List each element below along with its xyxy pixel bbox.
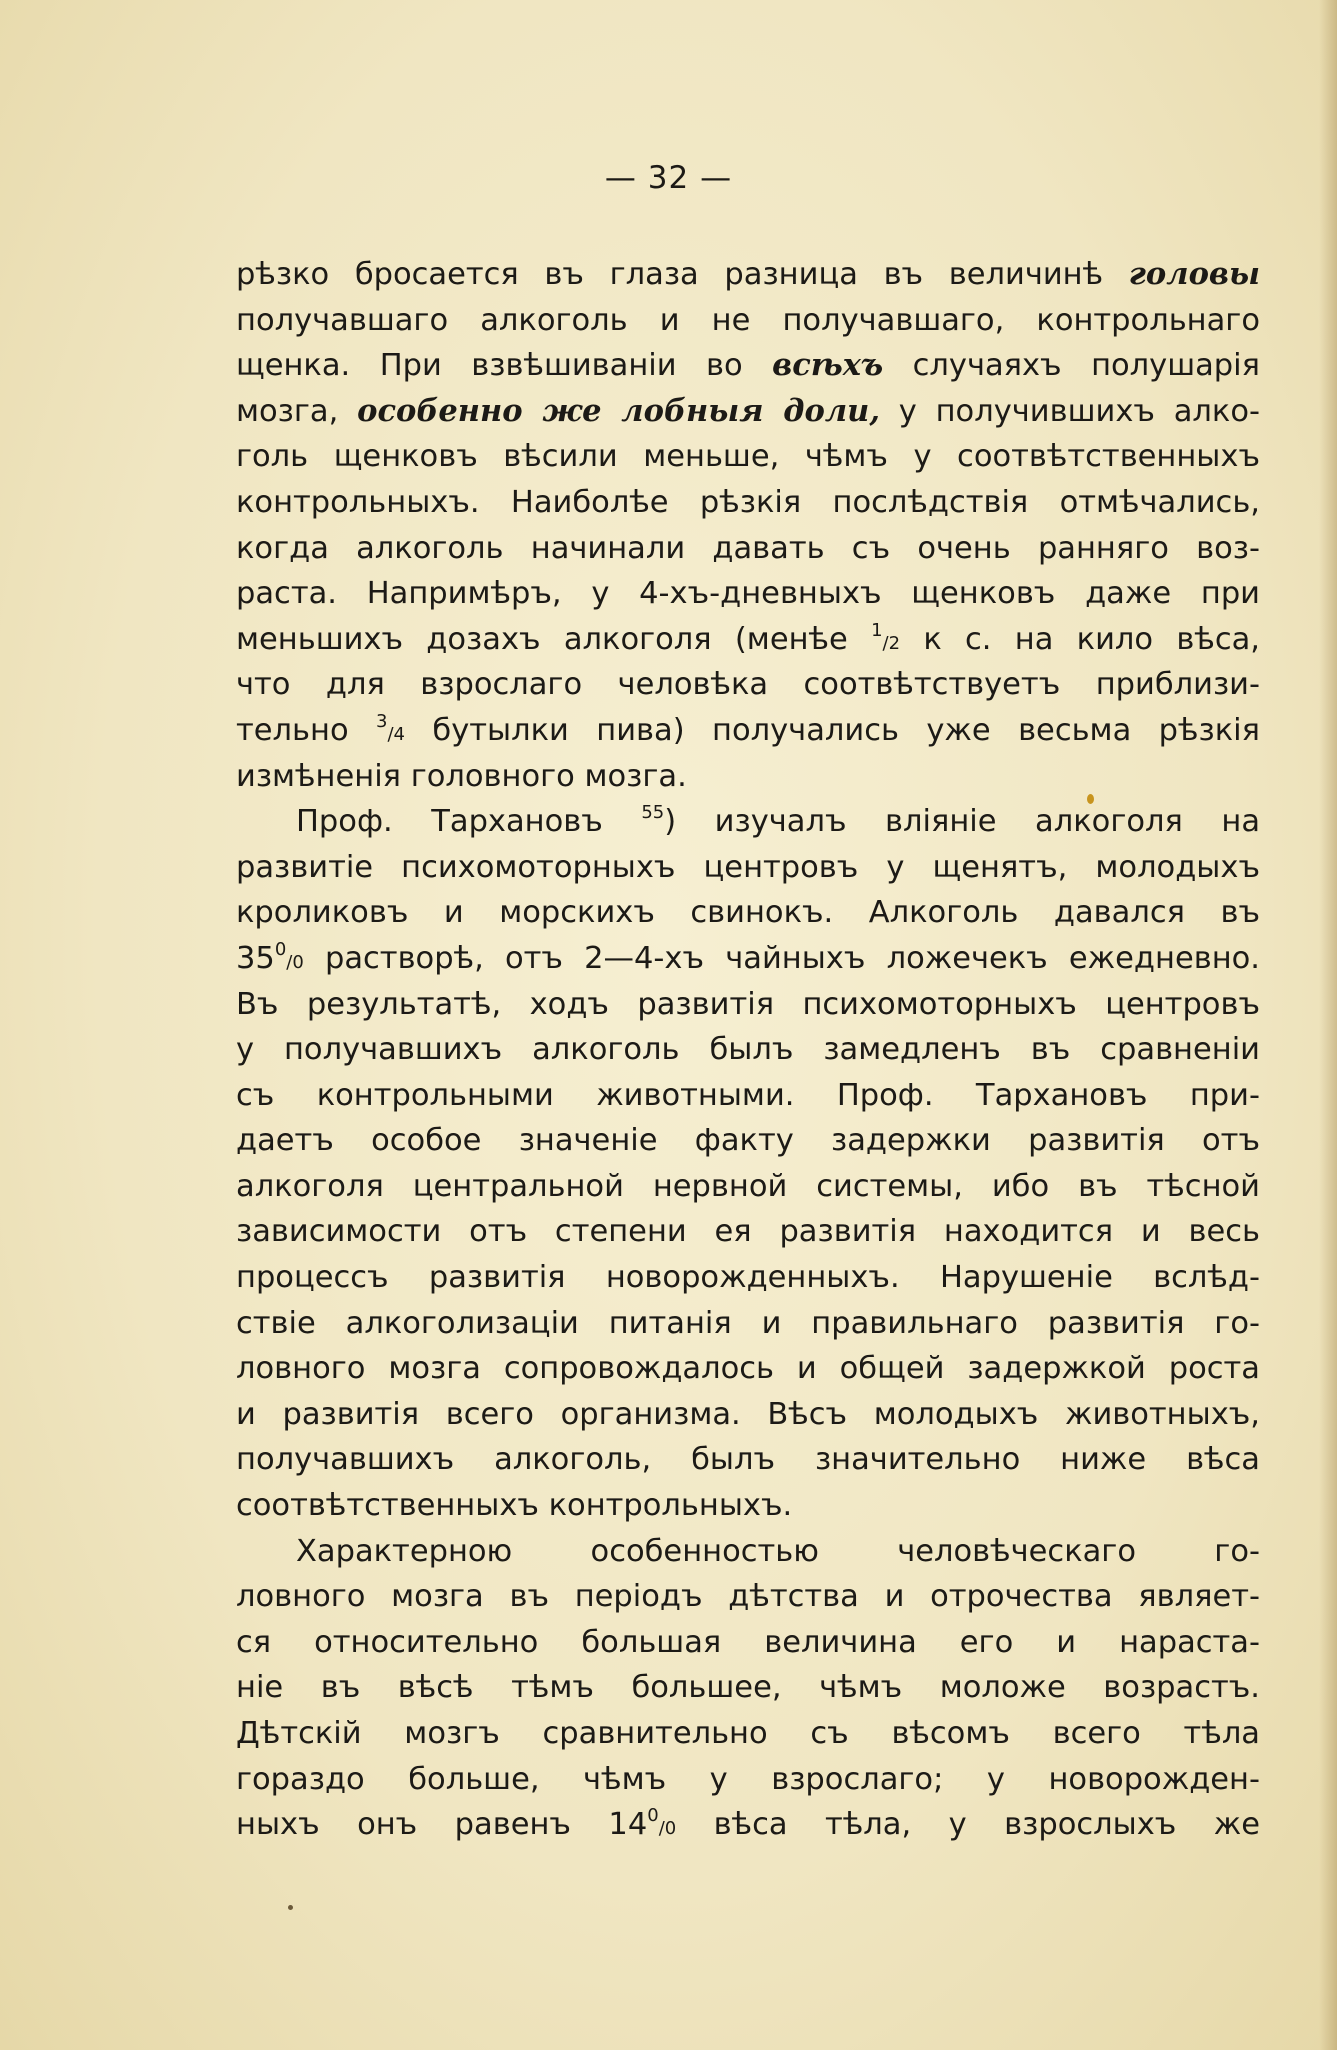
text-line: Дѣтскій мозгъ сравнительно съ вѣсомъ всего тѣла (236, 1716, 1260, 1751)
text-line: рѣзко бросается въ глаза разница въ величинѣ головы (236, 256, 1260, 292)
text-line: ныхъ онъ равенъ $14^0/0$ вѣса тѣла, у взрослыхъ же (236, 1805, 1260, 1843)
text-line: гораздо больше, чѣмъ у взрослаго; у новорожден- (236, 1761, 1260, 1797)
ink-spot (1087, 794, 1094, 804)
text-line: когда алкоголь начинали давать съ очень ранняго воз- (236, 530, 1260, 566)
text-line: получавшаго алкоголь и не получавшаго, контрольнаго (236, 302, 1260, 338)
page-number: — 32 — (604, 160, 733, 196)
text-line: что для взрослаго человѣка соотвѣтствуетъ приблизи- (236, 667, 1260, 703)
ink-spot (288, 1905, 293, 1910)
text-line: съ контрольными животными. Проф. Тархановъ при- (236, 1077, 1260, 1113)
paragraph-start-line: Характерною особенностью человѣческаго го- (296, 1533, 1260, 1569)
text-line: ствіе алкоголизаціи питанія и правильнаго развитія го- (236, 1305, 1260, 1341)
text-line: зависимости отъ степени ея развитія находится и весь (236, 1214, 1260, 1250)
body-text (236, 252, 1260, 1848)
text-line: контрольныхъ. Наиболѣе рѣзкія послѣдствія отмѣчались, (236, 484, 1260, 520)
text-line: кроликовъ и морскихъ свинокъ. Алкоголь давался въ (236, 895, 1260, 931)
text-line: раста. Напримѣръ, у 4-хъ-дневныхъ щенковъ даже при (236, 576, 1260, 612)
text-line: тельно $^3$/4 бутылки пива) получались уже весьма рѣзкія (236, 710, 1260, 748)
text-line: меньшихъ дозахъ алкоголя (менѣе $^1$/2 к с. на кило вѣса, (236, 619, 1260, 657)
text-line: получавшихъ алкоголь, былъ значительно ниже вѣса (236, 1442, 1260, 1478)
text-line: процессъ развитія новорожденныхъ. Нарушеніе вслѣд- (236, 1260, 1260, 1296)
text-line: ніе въ вѣсѣ тѣмъ большее, чѣмъ моложе возрастъ. (236, 1670, 1260, 1706)
text-line: измѣненія головного мозга. (236, 758, 687, 794)
text-line: даетъ особое значеніе факту задержки развитія отъ (236, 1123, 1260, 1159)
text-line: и развитія всего организма. Вѣсъ молодыхъ животныхъ, (236, 1396, 1260, 1432)
text-line: щенка. При взвѣшиваніи во всѣхъ случаяхъ полушарія (236, 347, 1260, 384)
text-line: соотвѣтственныхъ контрольныхъ. (236, 1488, 793, 1524)
text-line: мозга, особенно же лобныя доли, у получившихъ алко- (236, 392, 1260, 429)
paragraph-start-line: Проф. Тархановъ $^{55}$) изучалъ вліяніе алкоголя на (296, 802, 1261, 840)
text-line: алкоголя центральной нервной системы, ибо въ тѣсной (236, 1168, 1260, 1204)
text-line: ся относительно большая величина его и нараста- (236, 1624, 1260, 1660)
text-line: ловного мозга сопровождалось и общей задержкой роста (236, 1351, 1260, 1387)
text-line: развитіе психомоторныхъ центровъ у щенятъ, молодыхъ (236, 849, 1260, 885)
text-line: ловного мозга въ періодъ дѣтства и отрочества являет- (236, 1579, 1260, 1615)
text-line: $35^0/0$ растворѣ, отъ 2—4-хъ чайныхъ ложечекъ ежедневно. (236, 938, 1260, 976)
footnote-reference: 55 (641, 802, 665, 824)
text-line: голь щенковъ вѣсили меньше, чѣмъ у соотвѣтственныхъ (236, 439, 1260, 475)
text-line: у получавшихъ алкоголь былъ замедленъ въ сравненіи (236, 1032, 1260, 1068)
text-line: Въ результатѣ, ходъ развитія психомоторныхъ центровъ (236, 986, 1260, 1022)
